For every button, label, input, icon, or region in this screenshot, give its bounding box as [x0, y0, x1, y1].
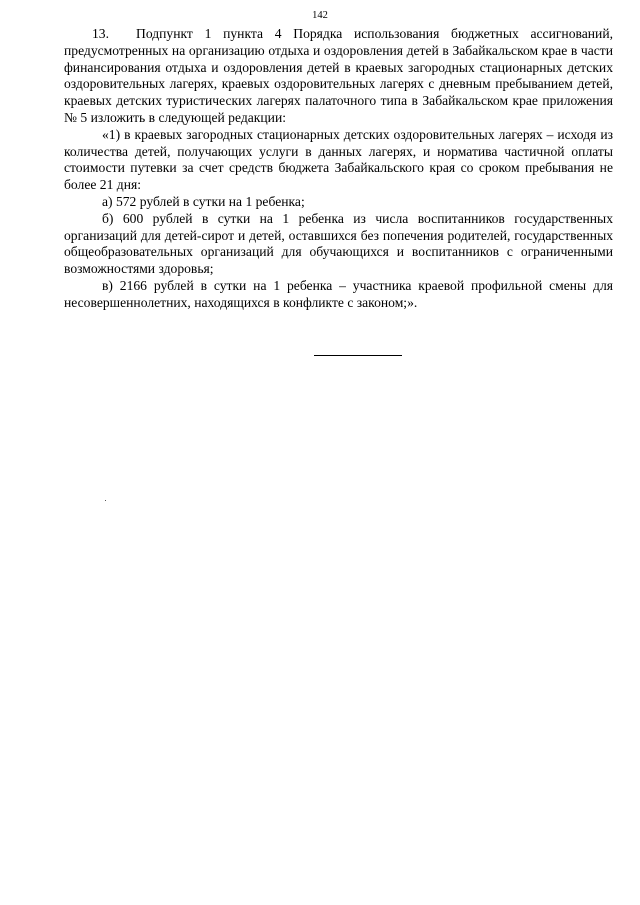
item-13-paragraph — [64, 26, 613, 127]
scan-speck — [105, 500, 106, 501]
item-13-text: Подпункт 1 пункта 4 Порядка использования бюджетных ассигнований, предусмотренных на организацию отдыха и оздоровления детей в Забайкальском крае в части финансирования отдыха и оздоровления детей в краевых загородных стационарных детских оздоровительных лагерях, краевых оздоровительных лагерях с дневным пребыванием детей, краевых детских туристических лагерях палаточного типа в Забайкальском крае приложения № 5 изложить в следующей редакции: — [64, 26, 613, 125]
item-13-number: 13. — [92, 26, 109, 41]
subitem-a: а) 572 рублей в сутки на 1 ребенка; — [102, 193, 305, 209]
subitem-b: б) 600 рублей в сутки на 1 ребенка из числа воспитанников государственных организаций для детей-сирот и детей, оставшихся без попечения родителей, государственных общеобразовательных организаций для обучающихся и воспитанников с ограниченными возможностями здоровья; — [64, 210, 613, 277]
subitem-c: в) 2166 рублей в сутки на 1 ребенка – участника краевой профильной смены для несовершеннолетних, находящихся в конфликте с законом;». — [64, 277, 613, 310]
page-number: 142 — [312, 10, 328, 21]
quoted-subitem-1: «1) в краевых загородных стационарных детских оздоровительных лагерях – исходя из количества детей, получающих услуги в данных лагерях, и норматива частичной оплаты стоимости путевки за счет средств бюджета Забайкальского края со сроком пребывания не более 21 дня: — [64, 126, 613, 193]
document-body — [64, 26, 613, 312]
end-separator-line — [314, 355, 402, 356]
